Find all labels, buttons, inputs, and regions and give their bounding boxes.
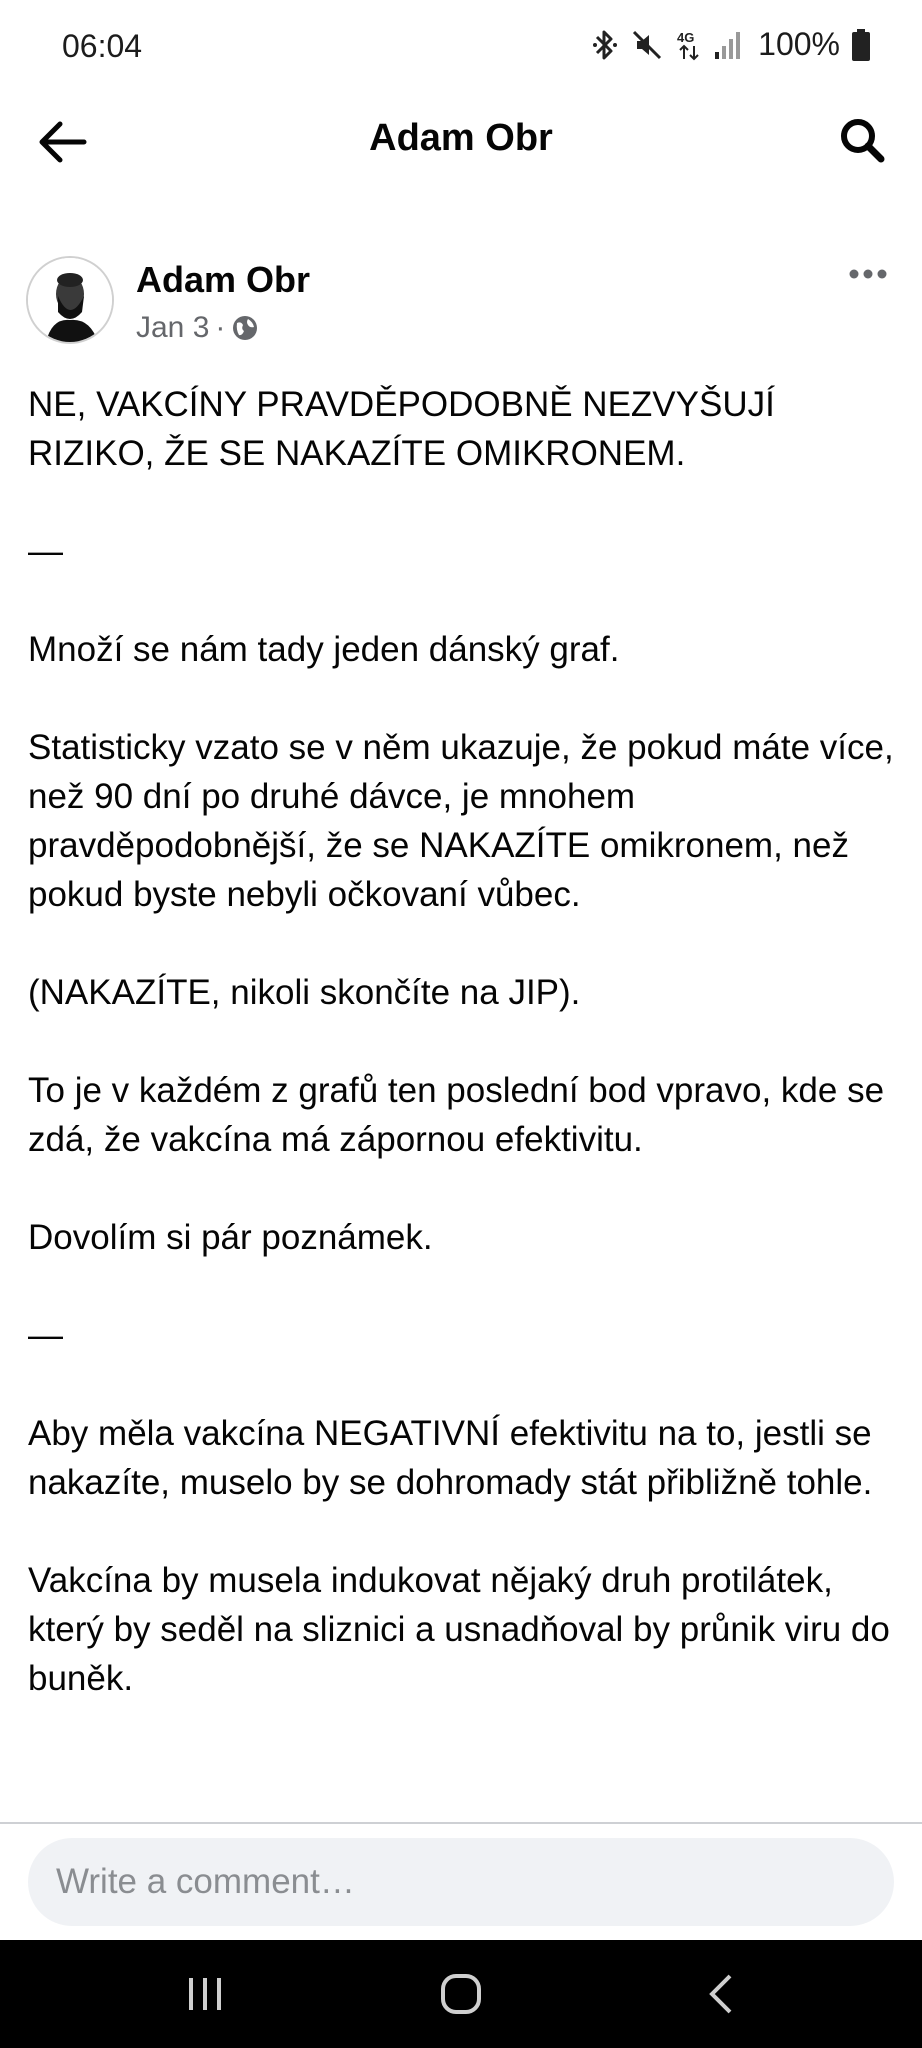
- post-meta: [136, 308, 259, 348]
- avatar[interactable]: [26, 256, 114, 344]
- signal-icon: [714, 30, 742, 60]
- home-icon: [439, 1972, 483, 2016]
- search-button[interactable]: [830, 108, 894, 172]
- back-chevron-icon: [706, 1972, 736, 2016]
- app-bar: [0, 92, 922, 184]
- post-date[interactable]: Jan 3: [136, 311, 210, 344]
- recents-button[interactable]: [160, 1964, 250, 2024]
- bluetooth-icon: [592, 28, 618, 62]
- post-paragraph: To je v každém z grafů ten poslední bod vpravo, kde se zdá, že vakcína má zápornou efektivitu.: [28, 1071, 885, 1159]
- recents-icon: [185, 1974, 225, 2014]
- post-paragraph: Aby měla vakcína NEGATIVNÍ efektivitu na to, jestli se nakazíte, muselo by se dohromady stát přibližně tohle.: [28, 1414, 873, 1502]
- more-options-button[interactable]: [840, 254, 896, 294]
- status-icons: [592, 26, 870, 63]
- system-nav-bar: [0, 1940, 922, 2048]
- battery-icon: [852, 29, 870, 61]
- post-header: [26, 252, 896, 352]
- post-body: [28, 380, 898, 1703]
- avatar-image: [28, 258, 112, 342]
- post-paragraph: —: [28, 1316, 63, 1355]
- post-paragraph: NE, VAKCÍNY PRAVDĚPODOBNĚ NEZVYŠUJÍ RIZIKO, ŽE SE NAKAZÍTE OMIKRONEM.: [28, 385, 775, 473]
- 4g-icon: [676, 28, 702, 62]
- system-back-button[interactable]: [676, 1964, 766, 2024]
- post-paragraph: Množí se nám tady jeden dánský graf.: [28, 630, 620, 669]
- post-paragraph: Dovolím si pár poznámek.: [28, 1218, 433, 1257]
- comment-bar: [0, 1822, 922, 1942]
- post-paragraph: (NAKAZÍTE, nikoli skončíte na JIP).: [28, 973, 581, 1012]
- home-button[interactable]: [416, 1964, 506, 2024]
- page-title: Adam Obr: [369, 117, 553, 159]
- post-paragraph: —: [28, 532, 63, 571]
- search-icon: [838, 116, 886, 164]
- status-time: 06:04: [62, 28, 143, 64]
- globe-icon: [231, 314, 259, 342]
- svg-text:4G: 4G: [677, 29, 695, 45]
- mute-icon: [630, 28, 664, 62]
- post-paragraph: Statisticky vzato se v něm ukazuje, že pokud máte více, než 90 dní po druhé dávce, je mnohem pravděpodobnější, že se NAKAZÍTE omikronem, než pokud byste nebyli očkovaní vůbec.: [28, 728, 894, 914]
- comment-input[interactable]: [28, 1838, 894, 1926]
- more-horizontal-icon: [848, 268, 888, 280]
- status-bar: [0, 0, 922, 92]
- battery-percentage: 100%: [758, 26, 840, 62]
- meta-separator: ·: [215, 311, 226, 344]
- author-name[interactable]: Adam Obr: [136, 259, 311, 300]
- post-paragraph: Vakcína by musela indukovat nějaký druh protilátek, který by seděl na sliznici a usnadňoval by průnik viru do buněk.: [28, 1561, 890, 1698]
